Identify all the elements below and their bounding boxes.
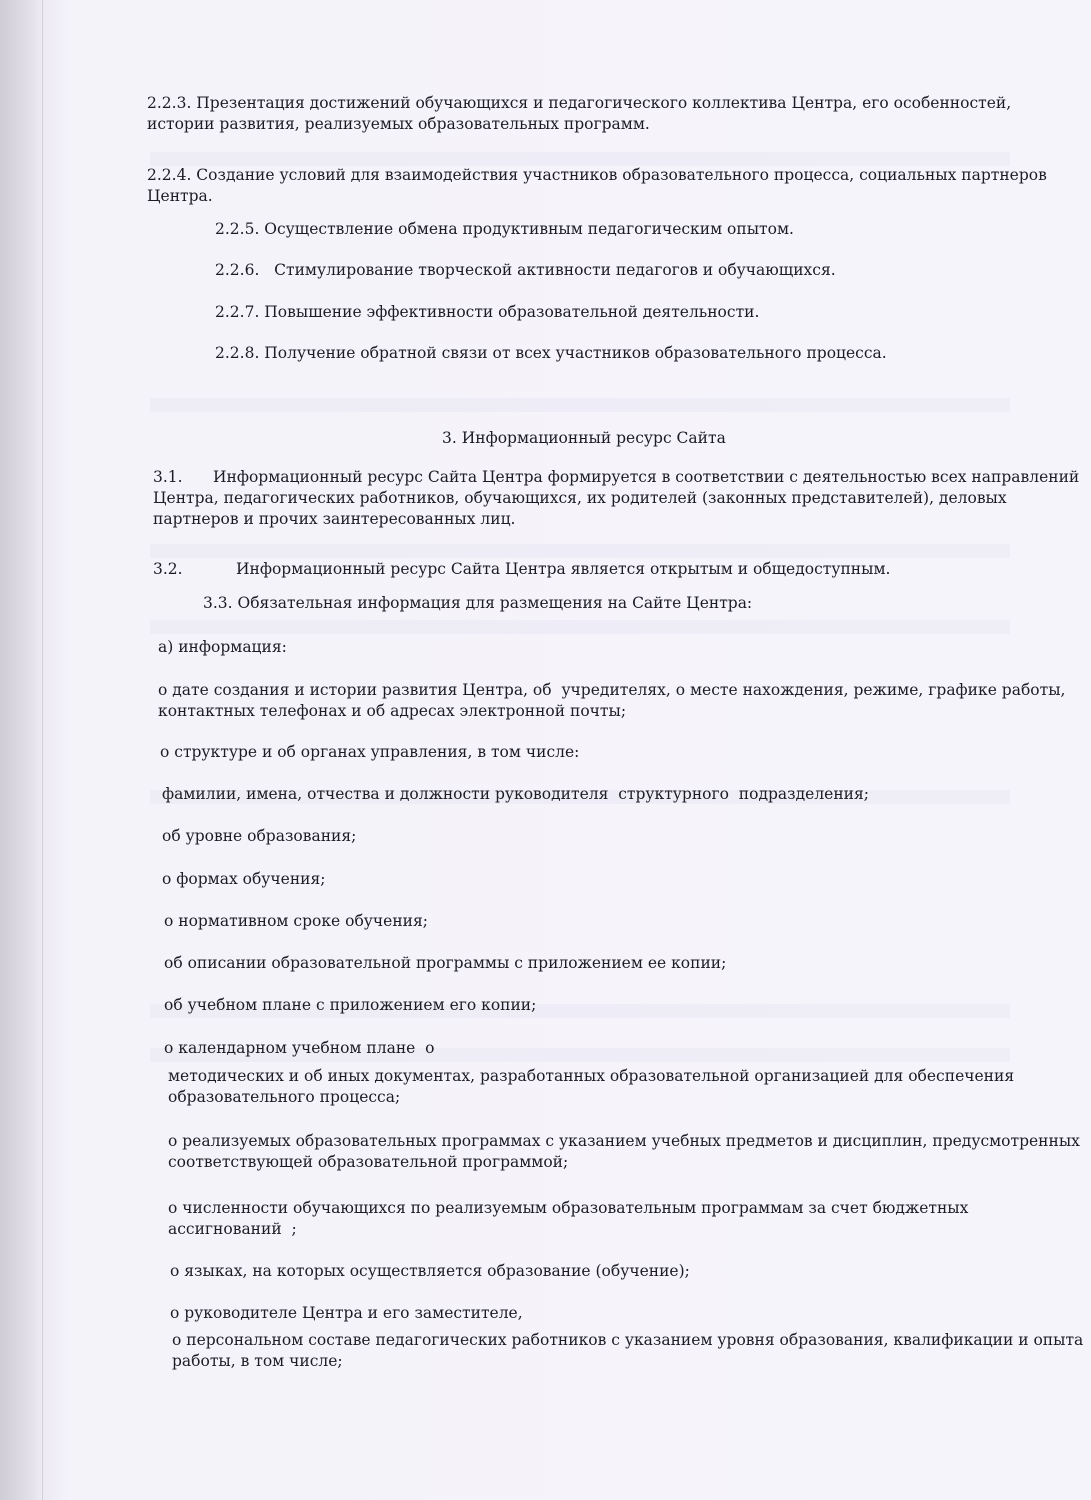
item-methodical-line-2: образовательного процесса; xyxy=(168,1088,401,1106)
item-term: о нормативном сроке обучения; xyxy=(164,912,429,930)
paragraph-2-2-3-line-2: истории развития, реализуемых образовательных программ. xyxy=(147,115,650,133)
paragraph-3-2-number: 3.2. xyxy=(153,560,183,578)
paragraph-2-2-6: 2.2.6. Стимулирование творческой активности педагогов и обучающихся. xyxy=(215,261,836,279)
item-head: о руководителе Центра и его заместителе, xyxy=(170,1304,523,1322)
bleed-through xyxy=(150,152,1010,166)
item-creation-line-2: контактных телефонах и об адресах электронной почты; xyxy=(158,702,627,720)
paragraph-3-2-text: Информационный ресурс Сайта Центра является открытым и общедоступным. xyxy=(236,560,891,578)
paragraph-3-1-number: 3.1. xyxy=(153,468,183,486)
item-names: фамилии, имена, отчества и должности руководителя структурного подразделения; xyxy=(162,785,870,803)
paragraph-3-1-line-2: Центра, педагогических работников, обучающихся, их родителей (законных представителей), деловых xyxy=(153,489,1007,507)
bleed-through xyxy=(150,398,1010,412)
paragraph-2-2-8: 2.2.8. Получение обратной связи от всех участников образовательного процесса. xyxy=(215,344,887,362)
item-methodical-line-1: методических и об иных документах, разработанных образовательной организацией для обеспечения xyxy=(168,1067,1015,1085)
item-programs-line-2: соответствующей образовательной программой; xyxy=(168,1153,569,1171)
section-3-heading: 3. Информационный ресурс Сайта xyxy=(442,429,726,447)
item-program: об описании образовательной программы с приложением ее копии; xyxy=(164,954,727,972)
paragraph-2-2-7: 2.2.7. Повышение эффективности образовательной деятельности. xyxy=(215,303,760,321)
item-forms: о формах обучения; xyxy=(162,870,326,888)
page-binding-edge xyxy=(0,0,43,1500)
item-languages: о языках, на которых осуществляется образование (обучение); xyxy=(170,1262,690,1280)
paragraph-2-2-4-line-1: 2.2.4. Создание условий для взаимодействия участников образовательного процесса, социальных партнеров xyxy=(147,166,1047,184)
paragraph-2-2-3-line-1: 2.2.3. Презентация достижений обучающихся и педагогического коллектива Центра, его особенностей, xyxy=(147,94,1012,112)
item-staff-line-1: о персональном составе педагогических работников с указанием уровня образования, квалификации и опыта xyxy=(172,1331,1084,1349)
bleed-through xyxy=(150,544,1010,558)
item-calendar: о календарном учебном плане о xyxy=(164,1039,435,1057)
item-structure: о структуре и об органах управления, в том числе: xyxy=(160,743,580,761)
item-plan: об учебном плане с приложением его копии; xyxy=(164,996,537,1014)
item-level: об уровне образования; xyxy=(162,827,357,845)
paragraph-3-1-text: Информационный ресурс Сайта Центра формируется в соответствии с деятельностью всех направлений xyxy=(213,468,1080,486)
paragraph-2-2-4-line-2: Центра. xyxy=(147,187,213,205)
item-staff-line-2: работы, в том числе; xyxy=(172,1352,343,1370)
paragraph-3-3: 3.3. Обязательная информация для размещения на Сайте Центра: xyxy=(203,594,753,612)
item-creation-line-1: о дате создания и истории развития Центра, об учредителях, о месте нахождения, режиме, графике работы, xyxy=(158,681,1066,699)
bleed-through xyxy=(150,620,1010,634)
paragraph-3-2 xyxy=(153,559,890,580)
paragraph-3-1-line-3: партнеров и прочих заинтересованных лиц. xyxy=(153,510,516,528)
item-count-line-2: ассигнований ; xyxy=(168,1220,297,1238)
paragraph-2-2-5: 2.2.5. Осуществление обмена продуктивным педагогическим опытом. xyxy=(215,220,794,238)
item-count-line-1: о численности обучающихся по реализуемым образовательным программам за счет бюджетных xyxy=(168,1199,969,1217)
paragraph-3-1-line-1 xyxy=(153,467,1079,488)
item-programs-line-1: о реализуемых образовательных программах с указанием учебных предметов и дисциплин, предусмотренных xyxy=(168,1132,1080,1150)
item-a-label: а) информация: xyxy=(158,638,287,656)
